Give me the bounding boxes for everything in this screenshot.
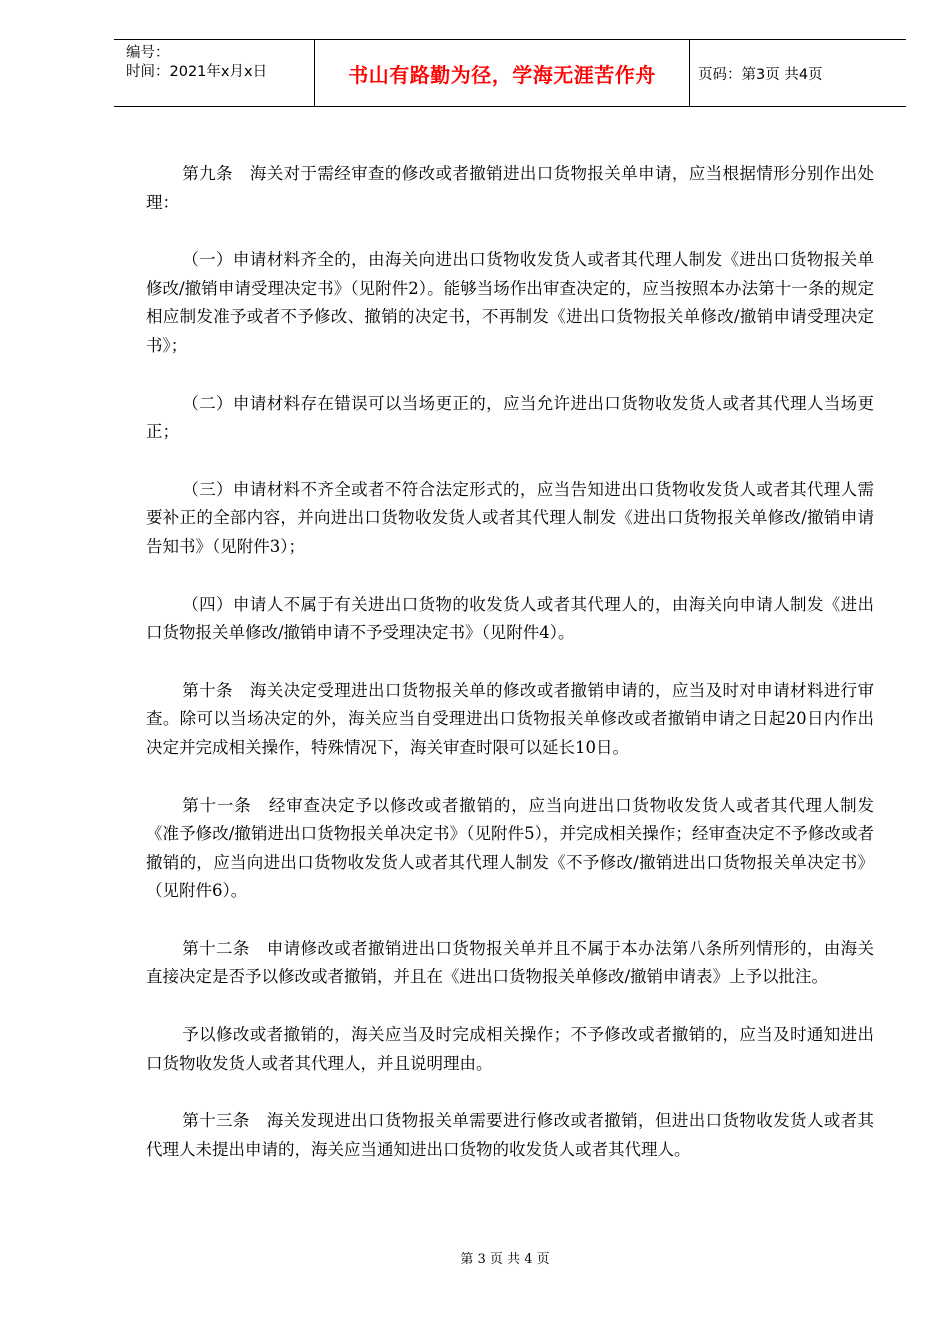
- document-body: [146, 160, 874, 1193]
- header-page-number: 页码：第3页 共4页: [698, 66, 823, 83]
- page-footer: 第 3 页 共 4 页: [460, 1252, 550, 1267]
- article-9-item-4: （四）申请人不属于有关进出口货物的收发货人或者其代理人的，由海关向申请人制发《进出口货物报关单修改/撤销申请不予受理决定书》（见附件4）。: [146, 594, 874, 643]
- article-9-item-3: （三）申请材料不齐全或者不符合法定形式的，应当告知进出口货物收发货人或者其代理人需要补正的全部内容，并向进出口货物收发货人或者其代理人制发《进出口货物报关单修改/撤销申请告知书》（见附件3）；: [146, 479, 874, 556]
- article-9-paragraph: 第九条 海关对于需经审查的修改或者撤销进出口货物报关单申请，应当根据情形分别作出处理：: [146, 164, 874, 212]
- document-header: [114, 39, 906, 107]
- article-9-item-1: （一）申请材料齐全的，由海关向进出口货物收发货人或者其代理人制发《进出口货物报关单修改/撤销申请受理决定书》（见附件2）。能够当场作出审查决定的，应当按照本办法第十一条的规定相应制发准予或者不予修改、撤销的决定书，不再制发《进出口货物报关单修改/撤销申请受理决定书》；: [146, 250, 874, 355]
- article-10-paragraph: 第十条 海关决定受理进出口货物报关单的修改或者撤销申请的，应当及时对申请材料进行审查。除可以当场决定的外，海关应当自受理进出口货物报关单修改或者撤销申请之日起20日内作出决定并完成相关操作，特殊情况下，海关审查时限可以延长10日。: [146, 680, 874, 757]
- article-9-item-2: （二）申请材料存在错误可以当场更正的，应当允许进出口货物收发货人或者其代理人当场更正；: [146, 393, 874, 442]
- header-motto: 书山有路勤为径，学海无涯苦作舟: [315, 40, 690, 106]
- document-time-label: 时间：2021年x月x日: [126, 64, 268, 80]
- article-13-paragraph: 第十三条 海关发现进出口货物报关单需要进行修改或者撤销，但进出口货物收发货人或者其代理人未提出申请的，海关应当通知进出口货物的收发货人或者其代理人。: [146, 1111, 874, 1159]
- header-meta-cell: [114, 40, 315, 106]
- article-12-paragraph: 第十二条 申请修改或者撤销进出口货物报关单并且不属于本办法第八条所列情形的，由海关直接决定是否予以修改或者撤销，并且在《进出口货物报关单修改/撤销申请表》上予以批注。: [146, 938, 874, 987]
- article-12-continuation: 予以修改或者撤销的，海关应当及时完成相关操作；不予修改或者撤销的，应当及时通知进出口货物收发货人或者其代理人，并且说明理由。: [146, 1025, 874, 1073]
- article-11-paragraph: 第十一条 经审查决定予以修改或者撤销的，应当向进出口货物收发货人或者其代理人制发《准予修改/撤销进出口货物报关单决定书》（见附件5），并完成相关操作；经审查决定不予修改或者撤销的，应当向进出口货物收发货人或者其代理人制发《不予修改/撤销进出口货物报关单决定书》（见附件6）。: [146, 795, 874, 901]
- document-number-label: 编号：: [126, 45, 170, 61]
